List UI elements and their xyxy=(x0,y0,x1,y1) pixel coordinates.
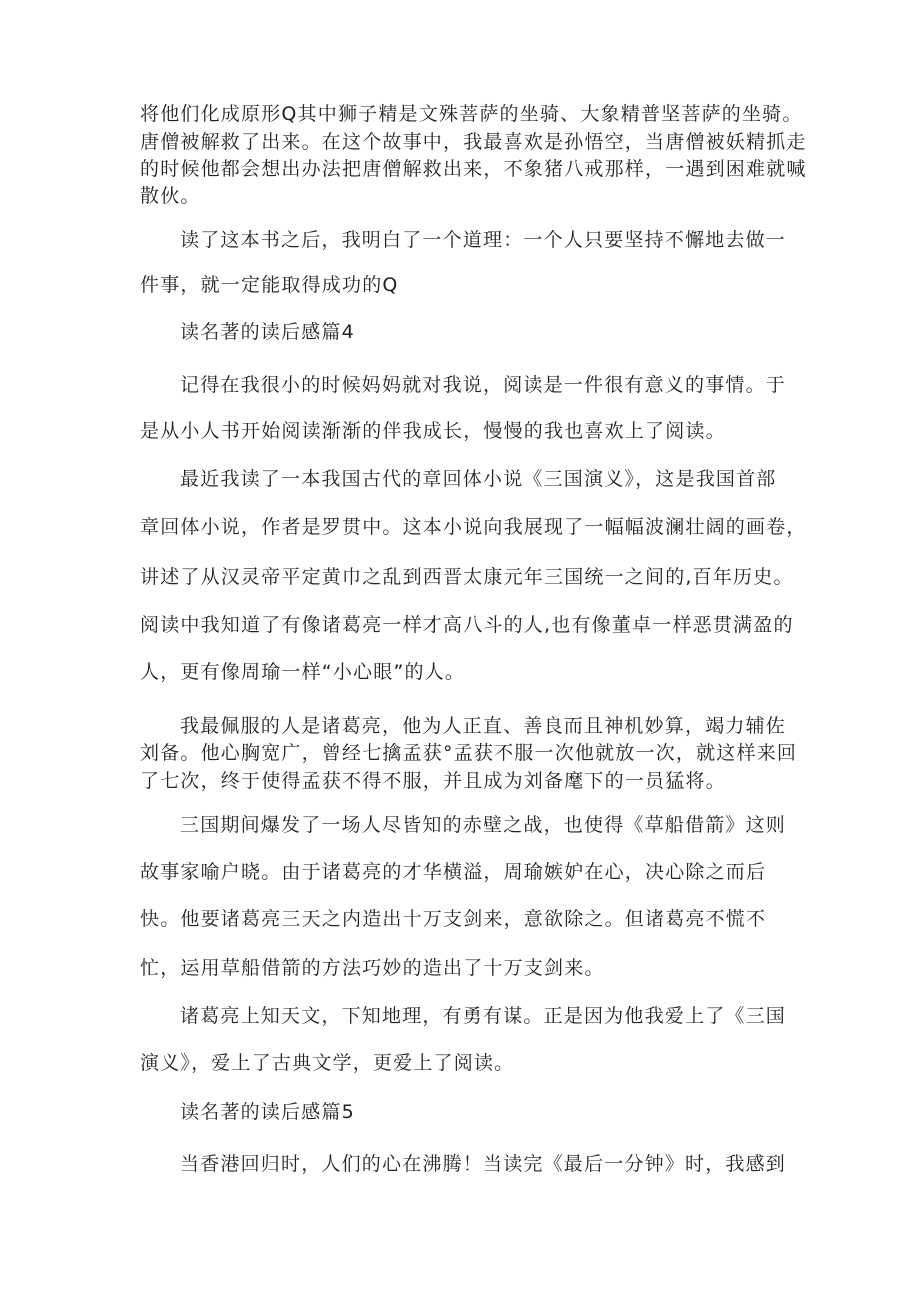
text-line: 我最佩服的人是诸葛亮，他为人正直、善良而且神机妙算，竭力辅佐 xyxy=(180,715,787,737)
text-line: 刘备。他心胸宽广，曾经七擒孟获°孟获不服一次他就放一次，就这样来回 xyxy=(140,742,798,764)
text-line: 讲述了从汉灵帝平定黄巾之乱到西晋太康元年三国统一之间的,百年历史。 xyxy=(140,566,794,588)
text-line: 演义》，爱上了古典文学，更爱上了阅读。 xyxy=(140,1052,515,1074)
text-line: 当香港回归时，人们的心在沸腾！当读完《最后一分钟》时，我感到 xyxy=(180,1153,787,1175)
text-line: 了七次，终于使得孟获不得不服，并且成为刘备麾下的一员猛将。 xyxy=(140,770,726,792)
text-line: 章回体小说，作者是罗贯中。这本小说向我展现了一幅幅波澜壮阔的画卷， xyxy=(140,516,807,538)
text-line: 诸葛亮上知天文，下知地理，有勇有谋。正是因为他我爱上了《三国 xyxy=(180,1005,787,1027)
text-line: 三国期间爆发了一场人尽皆知的赤壁之战，也使得《草船借箭》这则 xyxy=(180,814,787,836)
text-line: 的时候他都会想出办法把唐僧解救出来，不象猪八戒那样，一遇到困难就喊 xyxy=(140,158,807,180)
text-line: 是从小人书开始阅读渐渐的伴我成长，慢慢的我也喜欢上了阅读。 xyxy=(140,420,726,442)
section-heading: 读名著的读后感篇4 xyxy=(180,321,355,343)
text-line: 忙，运用草船借箭的方法巧妙的造出了十万支剑来。 xyxy=(140,957,605,979)
text-line: 散伙。 xyxy=(140,185,201,207)
text-line: 快。他要诸葛亮三天之内造出十万支剑来，意欲除之。但诸葛亮不慌不 xyxy=(140,908,767,930)
section-heading: 读名著的读后感篇5 xyxy=(180,1101,355,1123)
text-line: 件事，就一定能取得成功的Q xyxy=(140,274,399,296)
text-line: 故事家喻户晓。由于诸葛亮的才华横溢，周瑜嫉妒在心，决心除之而后 xyxy=(140,861,767,883)
text-line: 人，更有像周瑜一样“小心眼”的人。 xyxy=(140,661,466,683)
text-line: 唐僧被解救了出来。在这个故事中，我最喜欢是孙悟空，当唐僧被妖精抓走 xyxy=(140,131,807,153)
text-line: 最近我读了一本我国古代的章回体小说《三国演义》，这是我国首部 xyxy=(180,468,777,490)
text-line: 阅读中我知道了有像诸葛亮一样才高八斗的人,也有像董卓一样恶贯满盈的 xyxy=(140,614,794,636)
text-line: 将他们化成原形Q其中狮子精是文殊菩萨的坐骑、大象精普坚菩萨的坐骑。 xyxy=(140,103,803,125)
text-line: 记得在我很小的时候妈妈就对我说，阅读是一件很有意义的事情。于 xyxy=(180,374,787,396)
text-line: 读了这本书之后，我明白了一个道理：一个人只要坚持不懈地去做一 xyxy=(180,229,787,251)
